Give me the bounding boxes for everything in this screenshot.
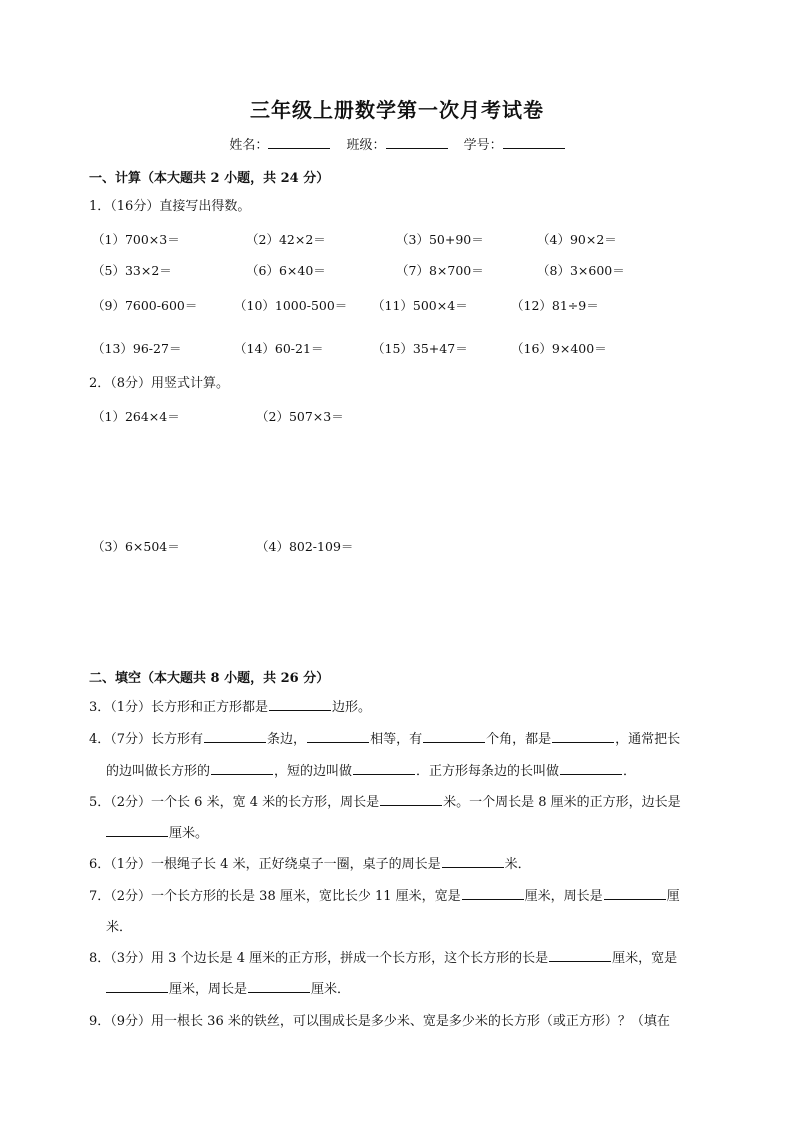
class-label: 班级： bbox=[346, 138, 386, 153]
q1-item-14: （14）60-21＝ bbox=[234, 341, 324, 356]
q4-text-g: ，短的边叫做 bbox=[274, 764, 353, 779]
q3-blank-1[interactable] bbox=[269, 696, 331, 711]
name-field bbox=[229, 138, 330, 153]
q1-item-6: （6）6×40＝ bbox=[246, 263, 326, 278]
q8-text-a: 8．（3分）用 3 个边长是 4 厘米的正方形，拼成一个长方形，这个长方形的长是 bbox=[89, 951, 549, 966]
q4-text-a: 4．（7分）长方形有 bbox=[89, 732, 204, 747]
q2-item-1: （1）264×4＝ bbox=[92, 409, 180, 424]
id-blank[interactable] bbox=[503, 134, 565, 149]
q1-item-15: （15）35+47＝ bbox=[372, 341, 468, 356]
q4-blank-7[interactable] bbox=[560, 760, 622, 775]
q3-text-b: 边形。 bbox=[332, 700, 372, 715]
student-info bbox=[0, 134, 794, 153]
q1-item-13: （13）96-27＝ bbox=[92, 341, 182, 356]
question-8-line-2 bbox=[106, 978, 350, 997]
class-blank[interactable] bbox=[386, 134, 448, 149]
question-9: 9．（9分）用一根长 36 米的铁丝，可以围成长是多少米、宽是多少米的长方形（或正方形）？（填在 bbox=[89, 1014, 670, 1029]
q4-blank-4[interactable] bbox=[552, 728, 614, 743]
q1-item-2: （2）42×2＝ bbox=[246, 232, 326, 247]
q6-text-b: 米． bbox=[504, 857, 531, 872]
q7-text-c: 厘 bbox=[666, 889, 680, 904]
q1-item-3: （3）50+90＝ bbox=[396, 232, 484, 247]
q5-blank-1[interactable] bbox=[380, 791, 442, 806]
q4-text-c: 相等，有 bbox=[370, 732, 423, 747]
q7-blank-2[interactable] bbox=[604, 885, 666, 900]
q2-item-4: （4）802-109＝ bbox=[256, 539, 354, 554]
q1-item-11: （11）500×4＝ bbox=[372, 298, 468, 313]
question-7-line-1 bbox=[89, 885, 709, 904]
question-4-line-1 bbox=[89, 728, 709, 747]
q1-item-8: （8）3×600＝ bbox=[537, 263, 625, 278]
question-1-stem: 1．（16分）直接写出得数。 bbox=[89, 199, 251, 214]
q8-text-b: 厘米，宽是 bbox=[612, 951, 678, 966]
q1-item-4: （4）90×2＝ bbox=[537, 232, 617, 247]
q7-text-b: 厘米，周长是 bbox=[524, 889, 603, 904]
q4-blank-3[interactable] bbox=[423, 728, 485, 743]
q1-item-7: （7）8×700＝ bbox=[396, 263, 484, 278]
q3-text-a: 3．（1分）长方形和正方形都是 bbox=[89, 700, 269, 715]
question-7-line-2: 米． bbox=[106, 920, 133, 935]
q4-blank-2[interactable] bbox=[307, 728, 369, 743]
q8-blank-3[interactable] bbox=[248, 978, 310, 993]
name-label: 姓名： bbox=[229, 138, 269, 153]
q4-text-i: ． bbox=[623, 764, 637, 779]
q1-item-5: （5）33×2＝ bbox=[92, 263, 172, 278]
q5-blank-2[interactable] bbox=[106, 822, 168, 837]
q5-text-a: 5．（2分）一个长 6 米，宽 4 米的长方形，周长是 bbox=[89, 795, 380, 810]
q6-blank-1[interactable] bbox=[442, 853, 504, 868]
q4-text-d: 个角，都是 bbox=[486, 732, 552, 747]
q8-blank-2[interactable] bbox=[106, 978, 168, 993]
q1-item-9: （9）7600-600＝ bbox=[92, 298, 198, 313]
class-field bbox=[346, 138, 447, 153]
q4-text-e: ，通常把长 bbox=[615, 732, 681, 747]
q1-item-1: （1）700×3＝ bbox=[92, 232, 180, 247]
q4-text-h: ．正方形每条边的长叫做 bbox=[416, 764, 560, 779]
q4-text-b: 条边， bbox=[267, 732, 307, 747]
id-label: 学号： bbox=[463, 138, 503, 153]
q2-item-2: （2）507×3＝ bbox=[256, 409, 344, 424]
name-blank[interactable] bbox=[268, 134, 330, 149]
q5-text-b: 米。一个周长是 8 厘米的正方形，边长是 bbox=[443, 795, 681, 810]
page-title: 三年级上册数学第一次月考试卷 bbox=[250, 98, 544, 122]
question-4-line-2 bbox=[106, 760, 636, 779]
question-8-line-1 bbox=[89, 947, 709, 966]
q4-text-f: 的边叫做长方形的 bbox=[106, 764, 211, 779]
q8-text-c: 厘米，周长是 bbox=[169, 982, 248, 997]
q4-blank-6[interactable] bbox=[353, 760, 415, 775]
q6-text-a: 6．（1分）一根绳子长 4 米，正好绕桌子一圈，桌子的周长是 bbox=[89, 857, 441, 872]
q1-item-10: （10）1000-500＝ bbox=[234, 298, 348, 313]
question-2-stem: 2．（8分）用竖式计算。 bbox=[89, 376, 230, 391]
q1-item-16: （16）9×400＝ bbox=[511, 341, 607, 356]
q5-text-c: 厘米。 bbox=[169, 826, 209, 841]
question-5-line-1 bbox=[89, 791, 709, 810]
id-field bbox=[464, 138, 565, 153]
question-6 bbox=[89, 853, 709, 872]
q7-text-a: 7．（2分）一个长方形的长是 38 厘米，宽比长少 11 厘米，宽是 bbox=[89, 889, 461, 904]
q1-item-12: （12）81÷9＝ bbox=[511, 298, 599, 313]
q4-blank-1[interactable] bbox=[204, 728, 266, 743]
question-5-line-2 bbox=[106, 822, 208, 841]
q2-item-3: （3）6×504＝ bbox=[92, 539, 180, 554]
q4-blank-5[interactable] bbox=[211, 760, 273, 775]
q7-blank-1[interactable] bbox=[462, 885, 524, 900]
q8-blank-1[interactable] bbox=[549, 947, 611, 962]
q8-text-d: 厘米． bbox=[311, 982, 351, 997]
question-3 bbox=[89, 696, 709, 715]
section-2-header: 二、填空（本大题共 8 小题，共 26 分） bbox=[89, 671, 330, 686]
section-1-header: 一、计算（本大题共 2 小题，共 24 分） bbox=[89, 171, 330, 186]
